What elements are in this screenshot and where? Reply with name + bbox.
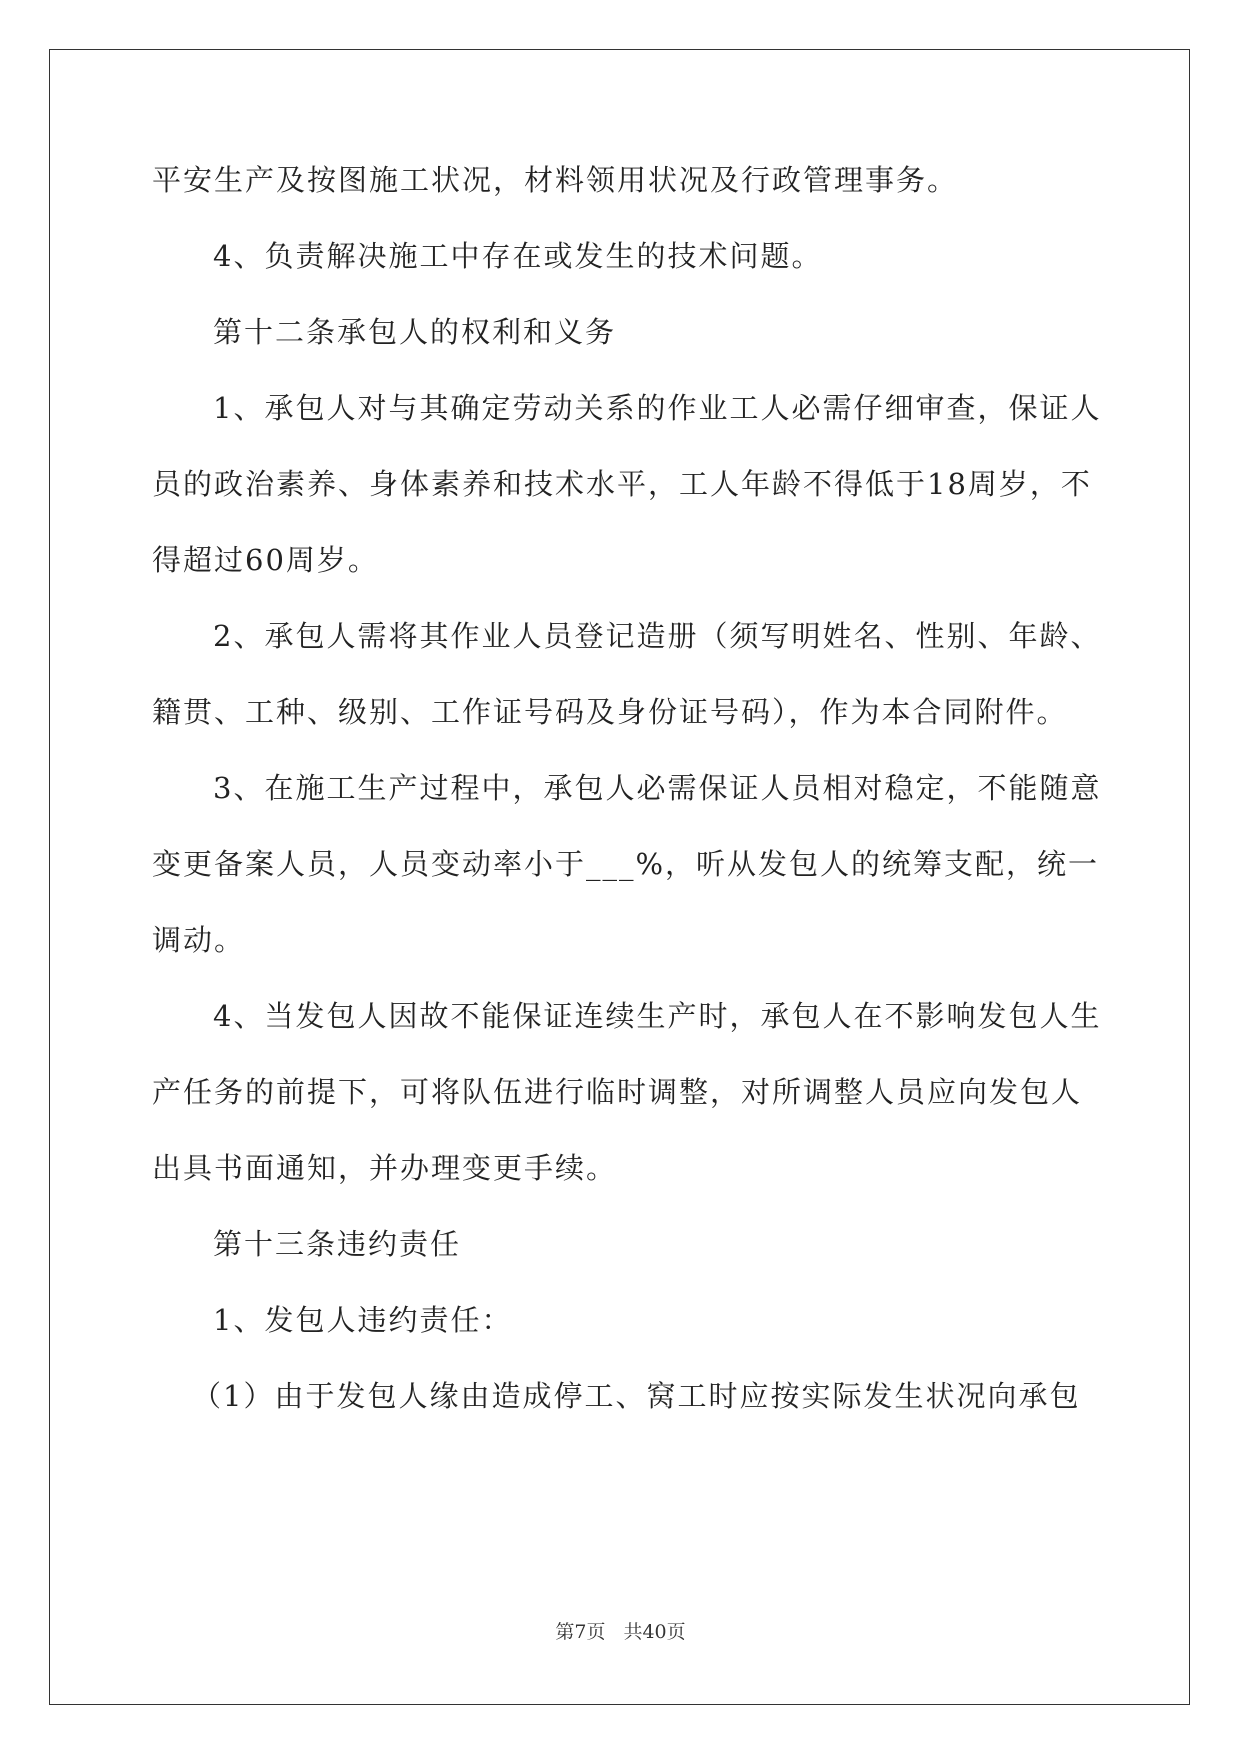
text-line: 4、当发包人因故不能保证连续生产时，承包人在不影响发包人生: [213, 999, 1102, 1033]
text-line: 籍贯、工种、级别、工作证号码及身份证号码），作为本合同附件。: [152, 695, 1068, 729]
text-line: 出具书面通知，并办理变更手续。: [152, 1151, 618, 1185]
page-number: 第7页: [555, 1621, 606, 1643]
text-line: （1）由于发包人缘由造成停工、窝工时应按实际发生状况向承包: [192, 1379, 1081, 1413]
section-heading: 第十二条承包人的权利和义务: [213, 315, 617, 349]
text-line: 变更备案人员，人员变动率小于___%，听从发包人的统筹支配，统一: [152, 847, 1100, 881]
text-line: 4、负责解决施工中存在或发生的技术问题。: [213, 239, 823, 273]
page-footer: [0, 1617, 1241, 1644]
text-line: 3、在施工生产过程中，承包人必需保证人员相对稳定，不能随意: [213, 771, 1102, 805]
text-line: 1、承包人对与其确定劳动关系的作业工人必需仔细审查，保证人: [213, 391, 1102, 425]
text-line: 1、发包人违约责任：: [213, 1303, 513, 1337]
text-line: 产任务的前提下，可将队伍进行临时调整，对所调整人员应向发包人: [152, 1075, 1083, 1109]
page-total: 共40页: [623, 1621, 686, 1643]
text-line: 得超过60周岁。: [152, 543, 379, 577]
text-line: 员的政治素养、身体素养和技术水平，工人年龄不得低于18周岁，不: [152, 467, 1092, 501]
section-heading: 第十三条违约责任: [213, 1227, 462, 1261]
text-line: 调动。: [152, 923, 246, 957]
text-line: 平安生产及按图施工状况，材料领用状况及行政管理事务。: [152, 163, 959, 197]
text-line: 2、承包人需将其作业人员登记造册（须写明姓名、性别、年龄、: [213, 619, 1102, 653]
